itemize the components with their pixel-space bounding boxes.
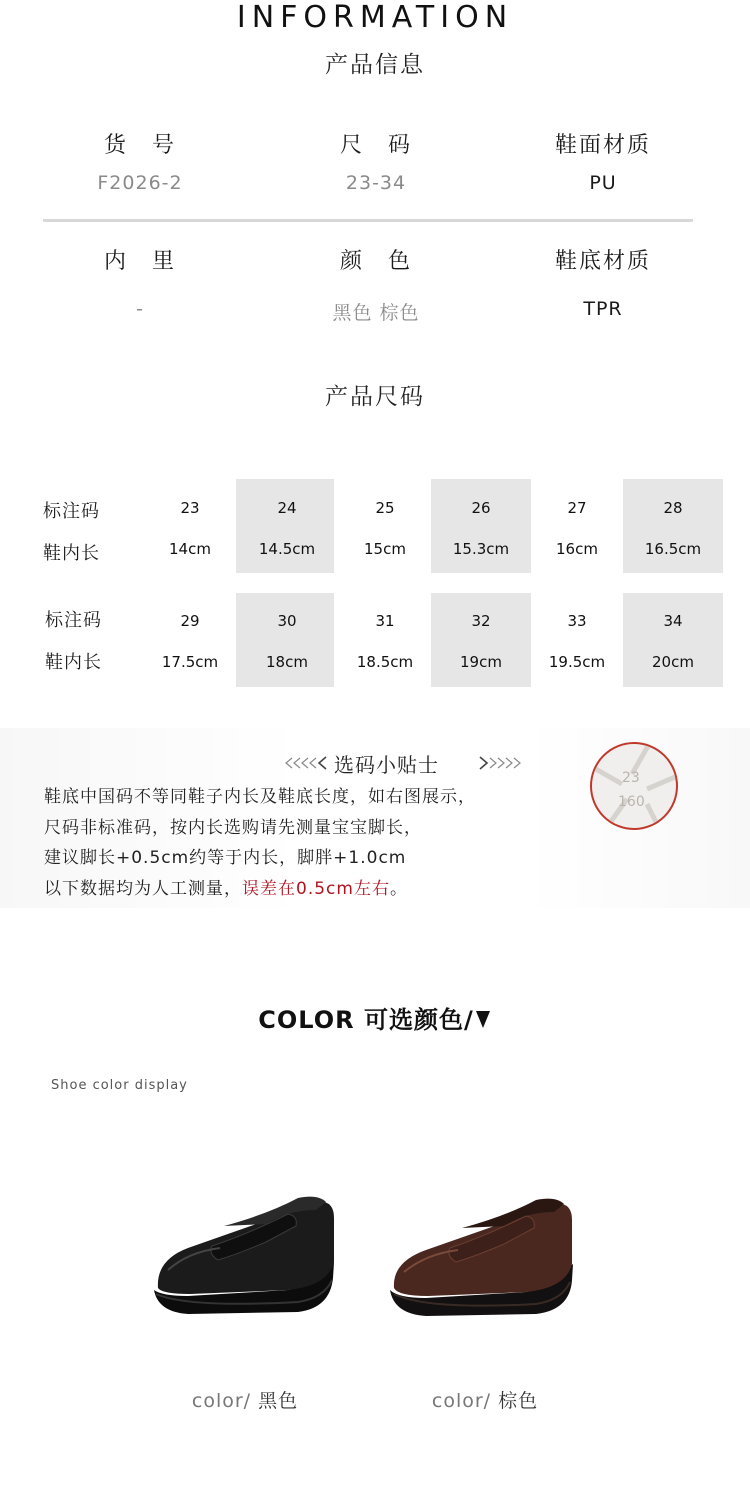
table1-size-cell: 28 bbox=[663, 499, 683, 517]
table2-length-cell: 17.5cm bbox=[161, 653, 219, 671]
header-subtitle: 产品信息 bbox=[325, 52, 425, 78]
triangle-down-icon bbox=[474, 1008, 492, 1030]
tips-title: 选码小贴士 bbox=[334, 753, 439, 777]
attr-label-color: 颜 色 bbox=[339, 249, 412, 274]
table1-size-cell: 27 bbox=[567, 499, 587, 517]
table1-length-cell: 14.5cm bbox=[258, 540, 316, 558]
table1-length-label: 鞋内长 bbox=[43, 543, 100, 564]
attr-label-size: 尺 码 bbox=[339, 133, 412, 158]
attr-label-sole-material: 鞋底材质 bbox=[554, 249, 651, 274]
color-section-title: COLOR 可选颜色/ bbox=[258, 1006, 474, 1034]
table1-cell-bg bbox=[431, 479, 531, 573]
table2-size-cell: 34 bbox=[663, 612, 683, 630]
table2-size-cell: 29 bbox=[180, 612, 200, 630]
shoe-color-display-label: Shoe color display bbox=[51, 1078, 188, 1093]
tip-error-highlight: 误差在0.5cm左右 bbox=[242, 879, 390, 899]
table1-cell-bg bbox=[236, 479, 334, 573]
table1-cell-bg bbox=[623, 479, 723, 573]
attr-value-lining: - bbox=[136, 298, 144, 320]
table1-size-cell: 26 bbox=[471, 499, 491, 517]
table2-length-cell: 19cm bbox=[460, 653, 502, 671]
table2-cell-bg bbox=[623, 593, 723, 687]
tip-line-4-prefix: 以下数据均为人工测量， bbox=[44, 879, 242, 899]
table2-size-cell: 31 bbox=[375, 612, 395, 630]
sole-mark-size: 23 bbox=[622, 770, 640, 786]
tip-line-1: 鞋底中国码不等同鞋子内长及鞋底长度，如右图展示， bbox=[44, 787, 476, 807]
table1-length-cell: 16cm bbox=[556, 540, 598, 558]
attr-value-item-no: F2026-2 bbox=[97, 172, 183, 194]
header-title: INFORMATION bbox=[236, 0, 514, 35]
table2-size-label: 标注码 bbox=[45, 610, 102, 631]
table2-length-label: 鞋内长 bbox=[45, 652, 102, 673]
tip-line-2: 尺码非标准码，按内长选购请先测量宝宝脚长， bbox=[44, 818, 422, 838]
divider bbox=[43, 219, 693, 222]
table1-length-cell: 15cm bbox=[364, 540, 406, 558]
table1-size-cell: 25 bbox=[375, 499, 395, 517]
chevrons-left-icon bbox=[282, 756, 330, 770]
table1-size-label: 标注码 bbox=[43, 501, 100, 522]
color-caption-prefix: color/ bbox=[191, 1390, 252, 1412]
attr-value-size: 23-34 bbox=[345, 172, 407, 194]
table2-length-cell: 20cm bbox=[652, 653, 694, 671]
attr-label-upper-material: 鞋面材质 bbox=[554, 133, 651, 158]
sole-mark-length: 160 bbox=[618, 794, 645, 810]
table2-length-cell: 19.5cm bbox=[548, 653, 606, 671]
color-section-header bbox=[0, 1000, 750, 1035]
tip-line-3: 建议脚长+0.5cm约等于内长，脚胖+1.0cm bbox=[44, 848, 407, 868]
table1-length-cell: 14cm bbox=[169, 540, 211, 558]
attr-value-sole-material: TPR bbox=[583, 298, 623, 320]
color-caption-black bbox=[150, 1386, 340, 1413]
chevrons-right-icon bbox=[476, 756, 524, 770]
brown-shoe-image bbox=[386, 1192, 578, 1324]
size-chart-title: 产品尺码 bbox=[325, 384, 425, 410]
sole-texture-icon bbox=[592, 744, 676, 828]
color-caption-prefix: color/ bbox=[431, 1390, 492, 1412]
table1-size-cell: 24 bbox=[277, 499, 297, 517]
black-shoe-image bbox=[148, 1190, 340, 1322]
table1-length-cell: 15.3cm bbox=[452, 540, 510, 558]
tip-line-4-suffix: 。 bbox=[389, 879, 408, 899]
table1-size-cell: 23 bbox=[180, 499, 200, 517]
attr-label-lining: 内 里 bbox=[103, 249, 176, 274]
table2-size-cell: 32 bbox=[471, 612, 491, 630]
color-caption-name: 棕色 bbox=[498, 1390, 539, 1412]
attr-label-item-no: 货 号 bbox=[103, 133, 176, 158]
attr-value-upper-material: PU bbox=[589, 172, 617, 194]
table2-size-cell: 33 bbox=[567, 612, 587, 630]
table2-cell-bg bbox=[431, 593, 531, 687]
table2-size-cell: 30 bbox=[277, 612, 297, 630]
table1-length-cell: 16.5cm bbox=[644, 540, 702, 558]
table2-length-cell: 18cm bbox=[266, 653, 308, 671]
color-caption-brown bbox=[390, 1386, 580, 1413]
table2-length-cell: 18.5cm bbox=[356, 653, 414, 671]
table2-cell-bg bbox=[236, 593, 334, 687]
tip-line-4 bbox=[44, 874, 408, 899]
sole-size-image bbox=[590, 742, 678, 830]
attr-value-color: 黑色 棕色 bbox=[332, 302, 420, 324]
color-caption-name: 黑色 bbox=[258, 1390, 299, 1412]
